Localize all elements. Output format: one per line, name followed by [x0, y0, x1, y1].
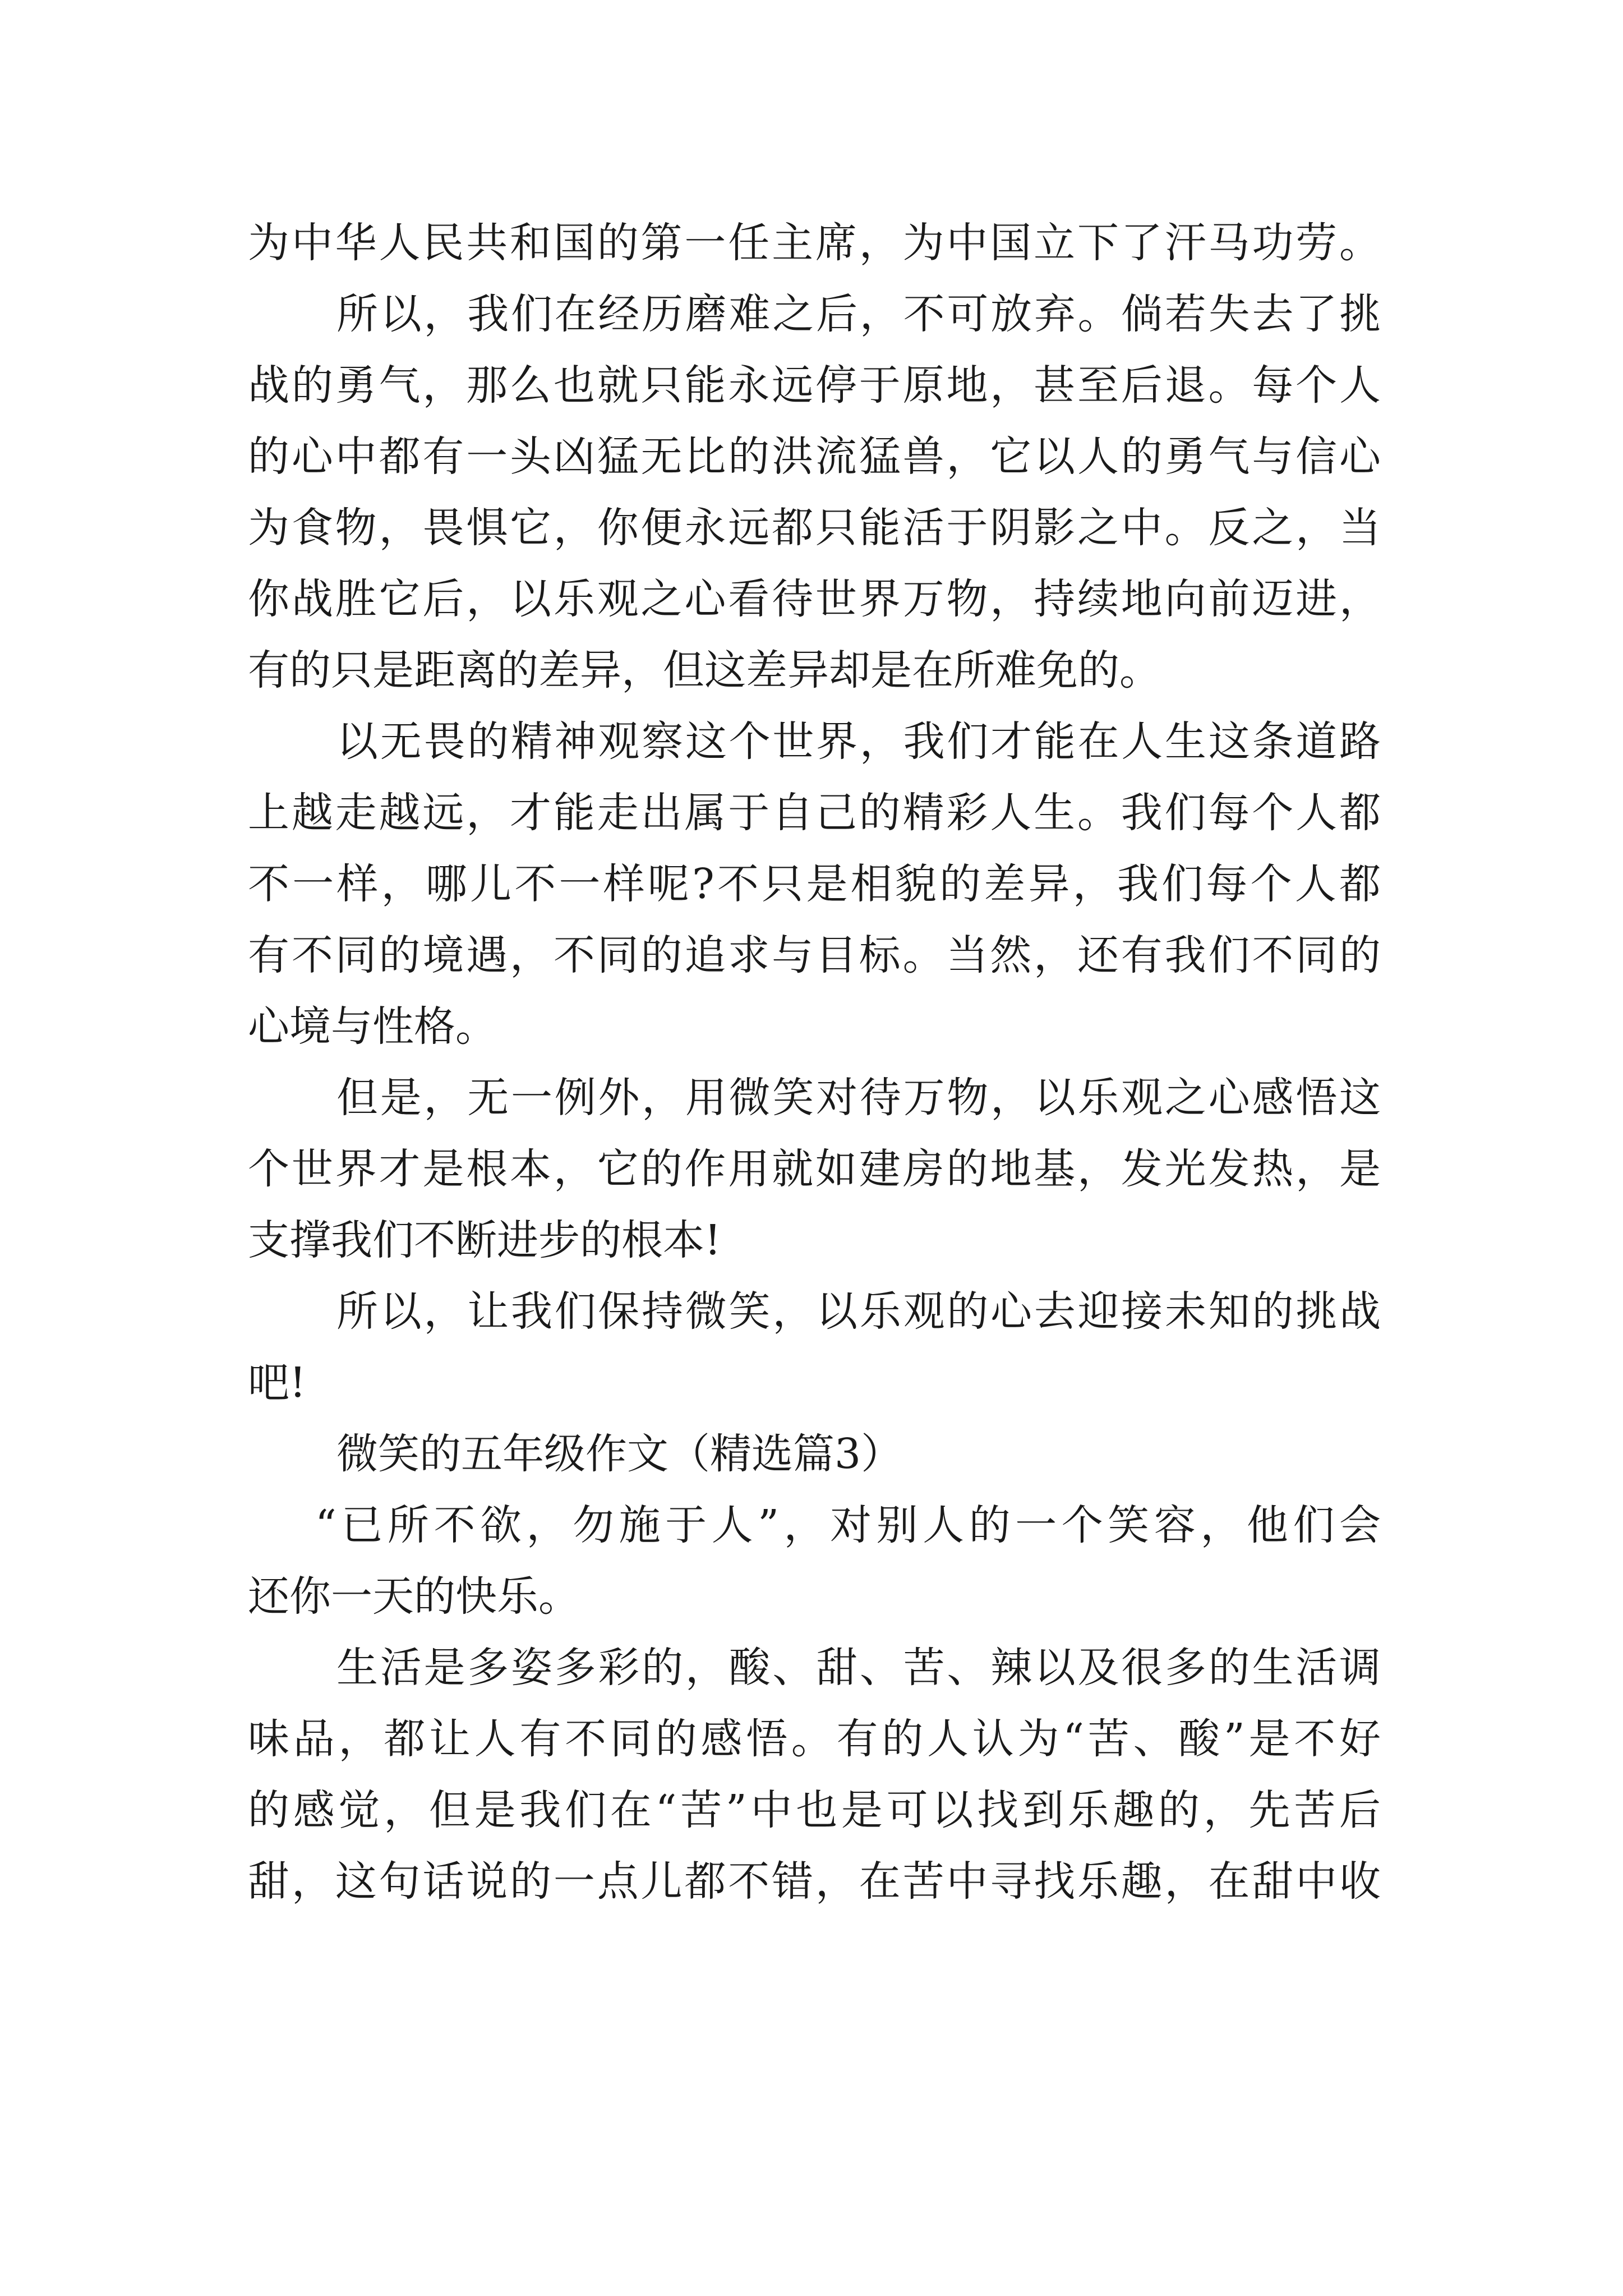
essay-body [248, 208, 1381, 1917]
text-line: 你战胜它后，以乐观之心看待世界万物，持续地向前迈进， [248, 575, 1381, 623]
text-line: “已所不欲，勿施于人”，对别人的一个笑容，他们会 [315, 1501, 1381, 1549]
text-line: 心境与性格。 [248, 1002, 497, 1051]
text-line: 所以，我们在经历磨难之后，不可放弃。倘若失去了挑 [336, 290, 1381, 338]
text-line: 有不同的境遇，不同的追求与目标。当然，还有我们不同的 [248, 931, 1381, 979]
text-line: 有的只是距离的差异，但这差异却是在所难免的。 [248, 646, 1161, 694]
text-line: 的感觉，但是我们在“苦”中也是可以找到乐趣的，先苦后 [248, 1786, 1381, 1834]
text-line: 吧! [248, 1359, 306, 1407]
text-line: 的心中都有一头凶猛无比的洪流猛兽，它以人的勇气与信心 [248, 432, 1381, 481]
text-line: 味品，都让人有不同的感悟。有的人认为“苦、酸”是不好 [248, 1715, 1381, 1763]
text-line: 生活是多姿多彩的，酸、甜、苦、辣以及很多的生活调 [336, 1644, 1381, 1692]
text-line: 为中华人民共和国的第一任主席，为中国立下了汗马功劳。 [248, 219, 1381, 267]
text-line: 支撑我们不断进步的根本! [248, 1216, 721, 1264]
text-line: 所以，让我们保持微笑，以乐观的心去迎接未知的挑战 [336, 1287, 1381, 1336]
text-line: 但是，无一例外，用微笑对待万物，以乐观之心感悟这 [336, 1074, 1381, 1122]
text-line: 微笑的五年级作文（精选篇3） [336, 1430, 903, 1478]
text-line: 甜，这句话说的一点儿都不错，在苦中寻找乐趣，在甜中收 [248, 1857, 1381, 1906]
text-line: 上越走越远，才能走出属于自己的精彩人生。我们每个人都 [248, 789, 1381, 837]
text-line: 不一样，哪儿不一样呢?不只是相貌的差异，我们每个人都 [248, 860, 1381, 908]
text-line: 为食物，畏惧它，你便永远都只能活于阴影之中。反之，当 [248, 504, 1381, 552]
text-line: 战的勇气，那么也就只能永远停于原地，甚至后退。每个人 [248, 361, 1381, 409]
text-line: 还你一天的快乐。 [248, 1572, 580, 1621]
text-line: 以无畏的精神观察这个世界，我们才能在人生这条道路 [336, 717, 1381, 766]
text-line: 个世界才是根本，它的作用就如建房的地基，发光发热，是 [248, 1145, 1381, 1193]
